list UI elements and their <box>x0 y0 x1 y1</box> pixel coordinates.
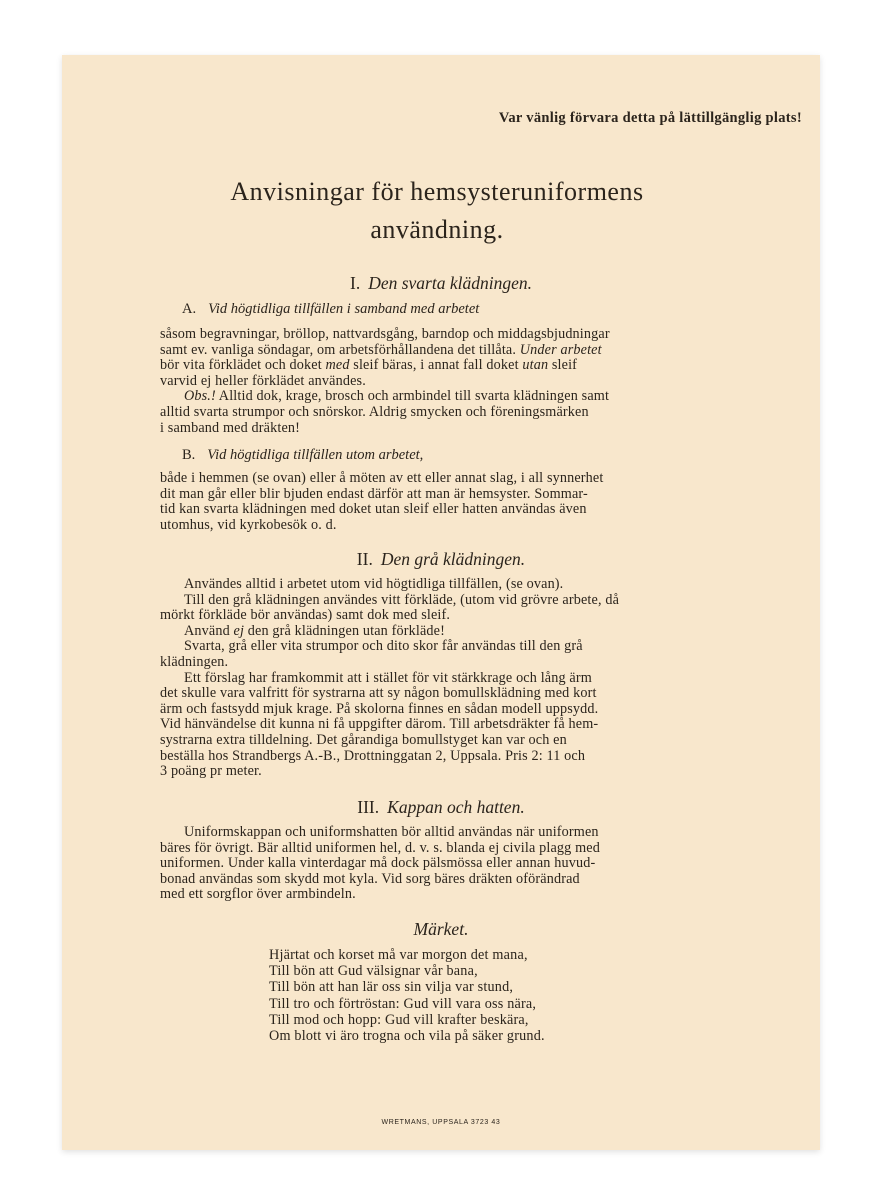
section-1-number: I. <box>350 273 361 293</box>
text-line: Svarta, grå eller vita strumpor och dito skor får användas till den grå <box>184 638 583 655</box>
section-1-heading <box>62 273 820 294</box>
text-line: med ett sorgflor över armbindeln. <box>160 886 356 903</box>
section-2-title: Den grå klädningen. <box>380 549 526 569</box>
text-line: Använd ej den grå klädningen utan förkläde! <box>184 622 445 639</box>
text-line: bonad användas som skydd mot kyla. Vid sorg bäres dräkten oförändrad <box>160 870 580 887</box>
poem-title: Märket. <box>413 919 469 939</box>
poem-line: Till bön att Gud välsignar vår bana, <box>269 963 478 980</box>
section-1b-title: Vid högtidliga tillfällen utom arbetet, <box>207 447 424 463</box>
text-line: samt ev. vanliga söndagar, om arbetsförhållandena det tillåta. Under arbetet <box>160 341 602 358</box>
text-line: tid kan svarta klädningen med doket utan sleif eller hatten användas även <box>160 501 587 518</box>
poem <box>269 947 689 1044</box>
text-line: det skulle vara valfritt för systrarna att sy någon bomullsklädning med kort <box>160 685 597 702</box>
section-1-title: Den svarta klädningen. <box>368 273 532 293</box>
printer-imprint: WRETMANS, UPPSALA 3723 43 <box>381 1119 501 1126</box>
section-1a-title: Vid högtidliga tillfällen i samband med arbetet <box>208 301 480 317</box>
section-3-heading <box>62 797 820 818</box>
text-line: utomhus, vid kyrkobesök o. d. <box>160 516 337 533</box>
text-line: Till den grå klädningen användes vitt förkläde, (utom vid grövre arbete, då <box>184 591 620 608</box>
section-3-text <box>160 825 723 903</box>
text-line: klädningen. <box>160 653 229 670</box>
text-line: uniformen. Under kalla vinterdagar må dock pälsmössa eller annan huvud- <box>160 855 596 872</box>
text-line: beställa hos Strandbergs A.-B., Drottninggatan 2, Uppsala. Pris 2: 11 och <box>160 747 586 764</box>
section-3-title: Kappan och hatten. <box>387 797 525 817</box>
text-line: Vid hänvändelse dit kunna ni få uppgifter därom. Till arbetsdräkter få hem- <box>160 716 599 733</box>
section-1a-heading <box>182 301 479 318</box>
title-line-2: användning. <box>370 215 504 244</box>
section-1a-letter: A. <box>182 301 197 317</box>
text-line: bör vita förklädet och doket med sleif bäras, i annat fall doket utan sleif <box>160 357 578 374</box>
section-3-number: III. <box>357 797 380 817</box>
text-line: både i hemmen (se ovan) eller å möten av ett eller annat slag, i all synnerhet <box>160 470 604 486</box>
text-line: varvid ej heller förklädet användes. <box>160 372 366 389</box>
text-line: Användes alltid i arbetet utom vid högtidliga tillfällen, (se ovan). <box>184 576 564 592</box>
text-line: mörkt förkläde bör användas) samt dok med sleif. <box>160 607 451 624</box>
page-title <box>162 173 712 249</box>
text-line: systrarna extra tilldelning. Det gårandiga bomullstyget kan var och en <box>160 731 567 748</box>
text-line: Ett förslag har framkommit att i stället för vit stärkkrage och lång ärm <box>184 669 592 686</box>
text-line: i samband med dräkten! <box>160 419 301 436</box>
section-1b-heading <box>182 447 423 464</box>
text-line: såsom begravningar, bröllop, nattvardsgång, barndop och middagsbjudningar <box>160 326 610 342</box>
text-line: dit man går eller blir bjuden endast därför att man är hemsyster. Sommar- <box>160 485 588 502</box>
text-line: ärm och fastsydd mjuk krage. På skolorna finnes en sådan modell uppsydd. <box>160 700 599 717</box>
obs-line: Obs.! Alltid dok, krage, brosch och armbindel till svarta klädningen samt <box>184 388 610 405</box>
text-line: Uniformskappan och uniformshatten bör alltid användas när uniformen <box>184 824 599 840</box>
text-line: bäres för övrigt. Bär alltid uniformen hel, d. v. s. blanda ej civila plagg med <box>160 839 600 856</box>
section-1a-text <box>160 327 723 436</box>
poem-line: Till mod och hopp: Gud vill krafter beskära, <box>269 1011 529 1028</box>
section-1b-letter: B. <box>182 447 196 463</box>
section-2-number: II. <box>356 549 373 569</box>
storage-notice: Var vänlig förvara detta på lättillgänglig plats! <box>498 110 802 126</box>
section-1b-text <box>160 471 723 533</box>
text-line: alltid svarta strumpor och snörskor. Aldrig smycken och föreningsmärken <box>160 403 589 420</box>
section-2-heading <box>62 549 820 570</box>
poem-line: Till tro och förtröstan: Gud vill vara oss nära, <box>269 995 537 1012</box>
title-line-1: Anvisningar för hemsysteruniformens <box>230 177 644 206</box>
poem-line: Till bön att han lär oss sin vilja var stund, <box>269 979 514 996</box>
section-2-text <box>160 577 723 780</box>
poem-line: Hjärtat och korset må var morgon det mana, <box>269 947 528 963</box>
document-sheet <box>62 55 820 1150</box>
text-line: 3 poäng pr meter. <box>160 763 262 780</box>
poem-line: Om blott vi äro trogna och vila på säker grund. <box>269 1028 545 1045</box>
